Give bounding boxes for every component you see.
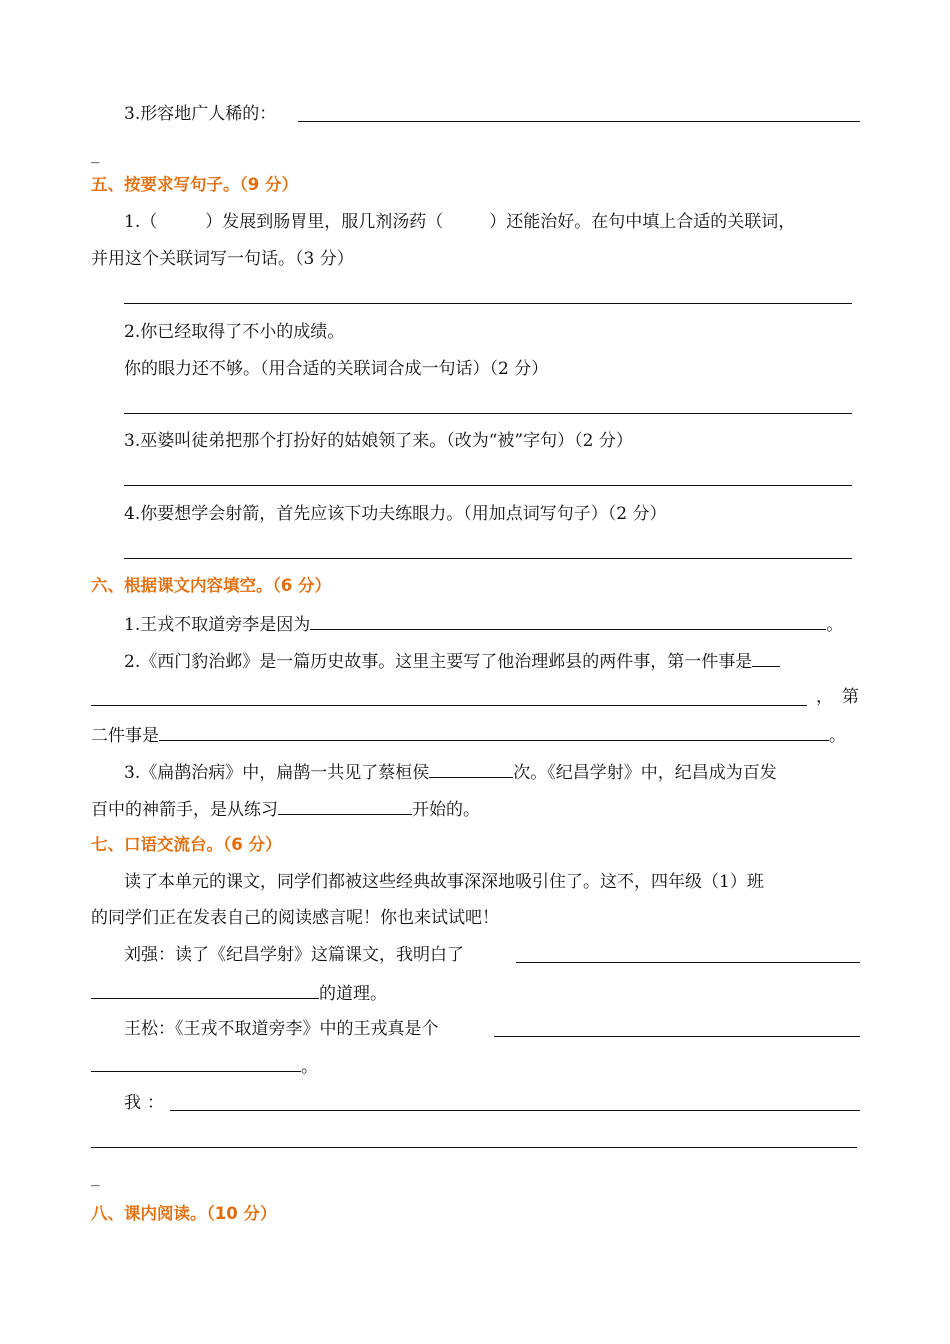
answer-line[interactable] <box>91 705 807 706</box>
answer-line[interactable] <box>298 121 860 122</box>
q5-4: 4.你要想学会射箭，首先应该下功夫练眼力。（用加点词写句子）（2 分） <box>124 504 667 524</box>
answer-line[interactable] <box>124 413 852 414</box>
q7-intro-line1: 读了本单元的课文，同学们都被这些经典故事深深地吸引住了。这不，四年级（1）班 <box>124 872 764 892</box>
q6-2-di: 第 <box>842 687 859 707</box>
section-5-heading: 五、按要求写句子。（9 分） <box>91 175 298 194</box>
q6-2-comma: ， <box>816 687 833 707</box>
q5-2-line1: 2.你已经取得了不小的成绩。 <box>124 322 345 342</box>
answer-line[interactable] <box>170 1110 860 1111</box>
q4-3-label: 3.形容地广人稀的： <box>124 104 277 124</box>
q7-wang-line2: 。 <box>91 1053 318 1079</box>
section-8-heading: 八、课内阅读。（10 分） <box>91 1204 277 1223</box>
answer-line[interactable] <box>124 485 852 486</box>
section-7-heading: 七、口语交流台。（6 分） <box>91 835 282 854</box>
answer-blank[interactable] <box>159 722 829 741</box>
answer-blank[interactable] <box>278 796 412 815</box>
answer-blank[interactable] <box>752 648 780 667</box>
section-6-heading: 六、根据课文内容填空。（6 分） <box>91 576 331 595</box>
q7-wang-line1: 王松：《王戎不取道旁李》中的王戎真是个 <box>124 1019 439 1039</box>
q7-liu-line1: 刘强：读了《纪昌学射》这篇课文，我明白了 <box>124 945 464 965</box>
answer-line[interactable] <box>516 962 860 963</box>
q6-3-line2: 百中的神箭手，是从练习 开始的。 <box>91 796 480 822</box>
q6-2-line3: 二件事是 。 <box>91 722 846 748</box>
answer-line[interactable] <box>494 1036 860 1037</box>
q7-intro-line2: 的同学们正在发表自己的阅读感言呢！你也来试试吧！ <box>91 908 499 928</box>
answer-line[interactable] <box>124 558 852 559</box>
q5-3: 3.巫婆叫徒弟把那个打扮好的姑娘领了来。（改为“被”字句）（2 分） <box>124 431 633 451</box>
answer-blank[interactable] <box>91 1053 301 1072</box>
answer-line[interactable] <box>91 1147 857 1148</box>
q7-liu-line2: 的道理。 <box>91 980 387 1006</box>
q5-1-line2: 并用这个关联词写一句话。（3 分） <box>91 249 354 269</box>
q7-me-label: 我： <box>124 1093 170 1113</box>
q6-3-line1: 3.《扁鹊治病》中，扁鹊一共见了蔡桓侯 次。《纪昌学射》中，纪昌成为百发 <box>124 759 777 785</box>
q5-2-line2: 你的眼力还不够。（用合适的关联词合成一句话）（2 分） <box>124 359 549 379</box>
q6-1: 1.王戎不取道旁李是因为 。 <box>124 611 843 637</box>
q5-1-line1: 1.（ ）发展到肠胃里，服几剂汤药（ ）还能治好。在句中填上合适的关联词， <box>124 212 796 232</box>
answer-blank[interactable] <box>429 759 513 778</box>
answer-line[interactable] <box>124 303 852 304</box>
q6-2-line1: 2.《西门豹治邺》是一篇历史故事。这里主要写了他治理邺县的两件事，第一件事是 <box>124 648 780 674</box>
answer-blank[interactable] <box>310 611 826 630</box>
overflow-underscore: _ <box>91 144 100 164</box>
overflow-underscore: _ <box>91 1167 100 1187</box>
answer-blank[interactable] <box>91 980 319 999</box>
